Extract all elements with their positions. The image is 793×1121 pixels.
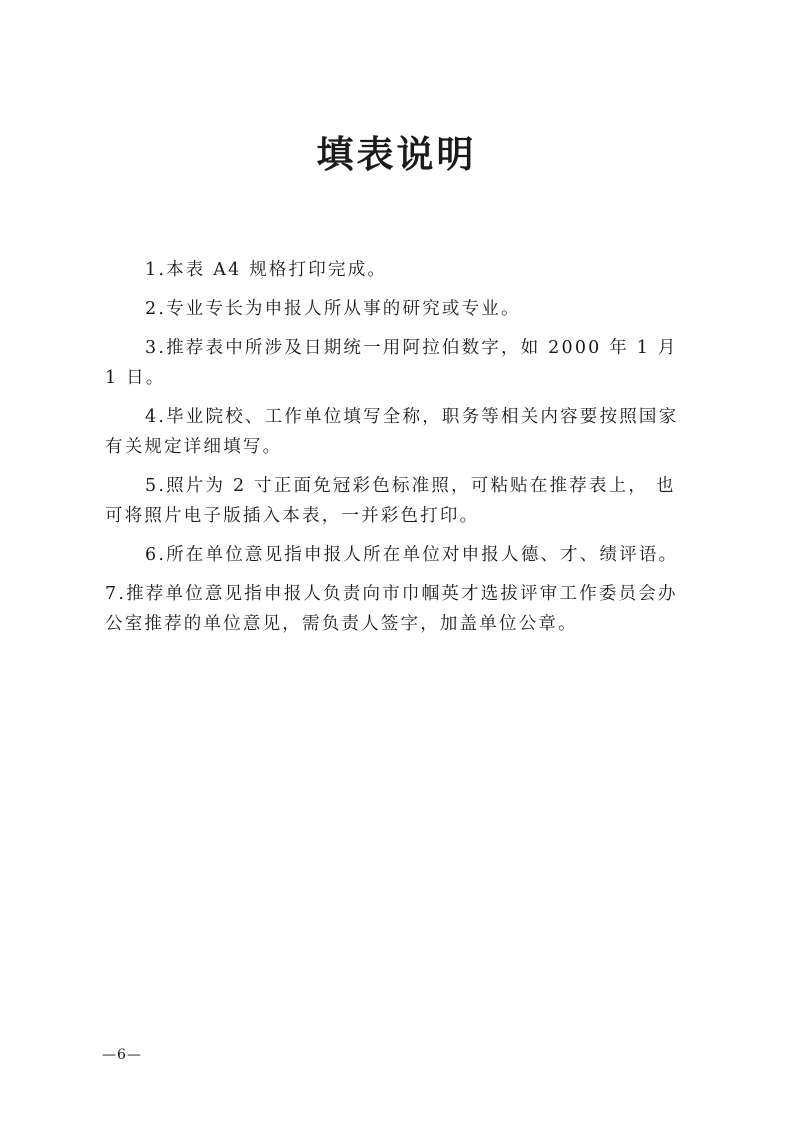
instruction-item-7: 7.推荐单位意见指申报人负责向市巾帼英才选拔评审工作委员会办公室推荐的单位意见，需负责人签字，加盖单位公章。	[105, 584, 678, 634]
page-number: —6—	[102, 1047, 142, 1063]
instruction-item-6: 6.所在单位意见指申报人所在单位对申报人德、才、绩评语。	[145, 545, 679, 565]
page-title: 填表说明	[316, 132, 477, 176]
instruction-item-2: 2.专业专长为申报人所从事的研究或专业。	[145, 299, 521, 319]
instruction-item-1: 1.本表 A4 规格打印完成。	[145, 260, 388, 280]
instruction-item-3: 3.推荐表中所涉及日期统一用阿拉伯数字，如 2000 年 1 月 1 日。	[105, 338, 678, 388]
instruction-item-5: 5.照片为 2 寸正面免冠彩色标准照，可粘贴在推荐表上， 也可将照片电子版插入本表，一并彩色打印。	[105, 476, 676, 526]
instruction-list	[105, 255, 690, 648]
instruction-item-4: 4.毕业院校、工作单位填写全称，职务等相关内容要按照国家有关规定详细填写。	[105, 407, 679, 457]
